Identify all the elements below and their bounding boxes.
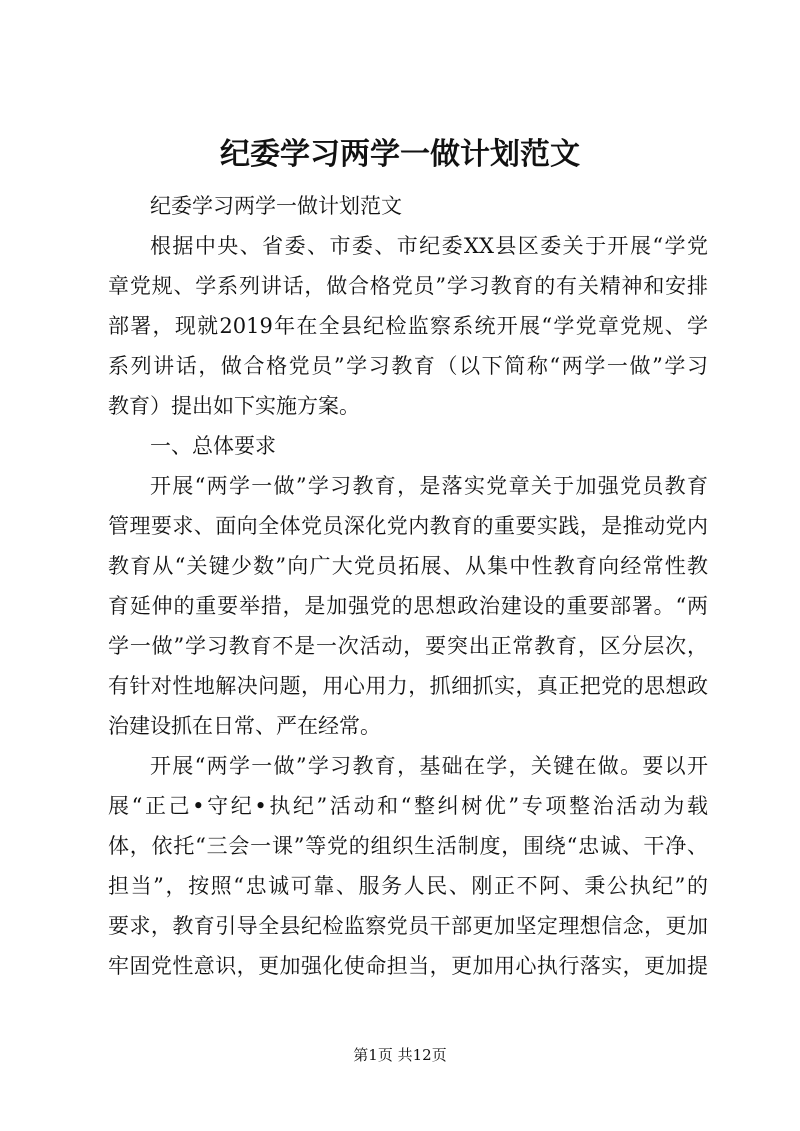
paragraph-requirements xyxy=(108,466,708,746)
text-line: 有针对性地解决问题，用心用力，抓细抓实，真正把党的思想政 xyxy=(108,674,708,698)
text-line: 教育从“关键少数”向广大党员拓展、从集中性教育向经常性教 xyxy=(108,554,708,578)
paragraph-foundation xyxy=(108,746,708,986)
text-line: 教育）提出如下实施方案。 xyxy=(108,394,360,418)
text-line: 学一做”学习教育不是一次活动，要突出正常教育，区分层次， xyxy=(108,634,708,658)
text-line: 纪委学习两学一做计划范文 xyxy=(150,194,402,218)
text-line: 育延伸的重要举措，是加强党的思想政治建设的重要部署。“两 xyxy=(108,594,708,618)
text-line: 章党规、学系列讲话，做合格党员”学习教育的有关精神和安排 xyxy=(108,274,708,298)
text-line: 牢固党性意识，更加强化使命担当，更加用心执行落实，更加提 xyxy=(108,954,708,978)
text-line: 治建设抓在日常、严在经常。 xyxy=(108,714,381,738)
text-line: 管理要求、面向全体党员深化党内教育的重要实践，是推动党内 xyxy=(108,514,708,538)
text-line: 担当”，按照“忠诚可靠、服务人民、刚正不阿、秉公执纪”的 xyxy=(108,874,708,898)
text-line: 展“正己•守纪•执纪”活动和“整纠树优”专项整治活动为载 xyxy=(108,794,708,818)
document-title: 纪委学习两学一做计划范文 xyxy=(220,137,580,172)
paragraph-intro xyxy=(108,226,708,426)
paragraph-subtitle xyxy=(108,186,708,226)
text-line: 要求，教育引导全县纪检监察党员干部更加坚定理想信念，更加 xyxy=(108,914,708,938)
page-footer: 第1页 共12页 xyxy=(353,1046,447,1064)
text-line: 根据中央、省委、市委、市纪委XX县区委关于开展“学党 xyxy=(150,234,708,258)
text-line: 部署，现就2019年在全县纪检监察系统开展“学党章党规、学 xyxy=(108,314,708,338)
section-heading xyxy=(108,426,708,466)
text-line: 系列讲话，做合格党员”学习教育（以下简称“两学一做”学习 xyxy=(108,354,708,378)
text-line: 开展“两学一做”学习教育，是落实党章关于加强党员教育 xyxy=(150,474,708,498)
text-line: 一、总体要求 xyxy=(150,434,276,458)
text-line: 体，依托“三会一课”等党的组织生活制度，围绕“忠诚、干净、 xyxy=(108,834,708,858)
text-line: 开展“两学一做”学习教育，基础在学，关键在做。要以开 xyxy=(150,754,708,778)
document-body xyxy=(108,186,708,986)
